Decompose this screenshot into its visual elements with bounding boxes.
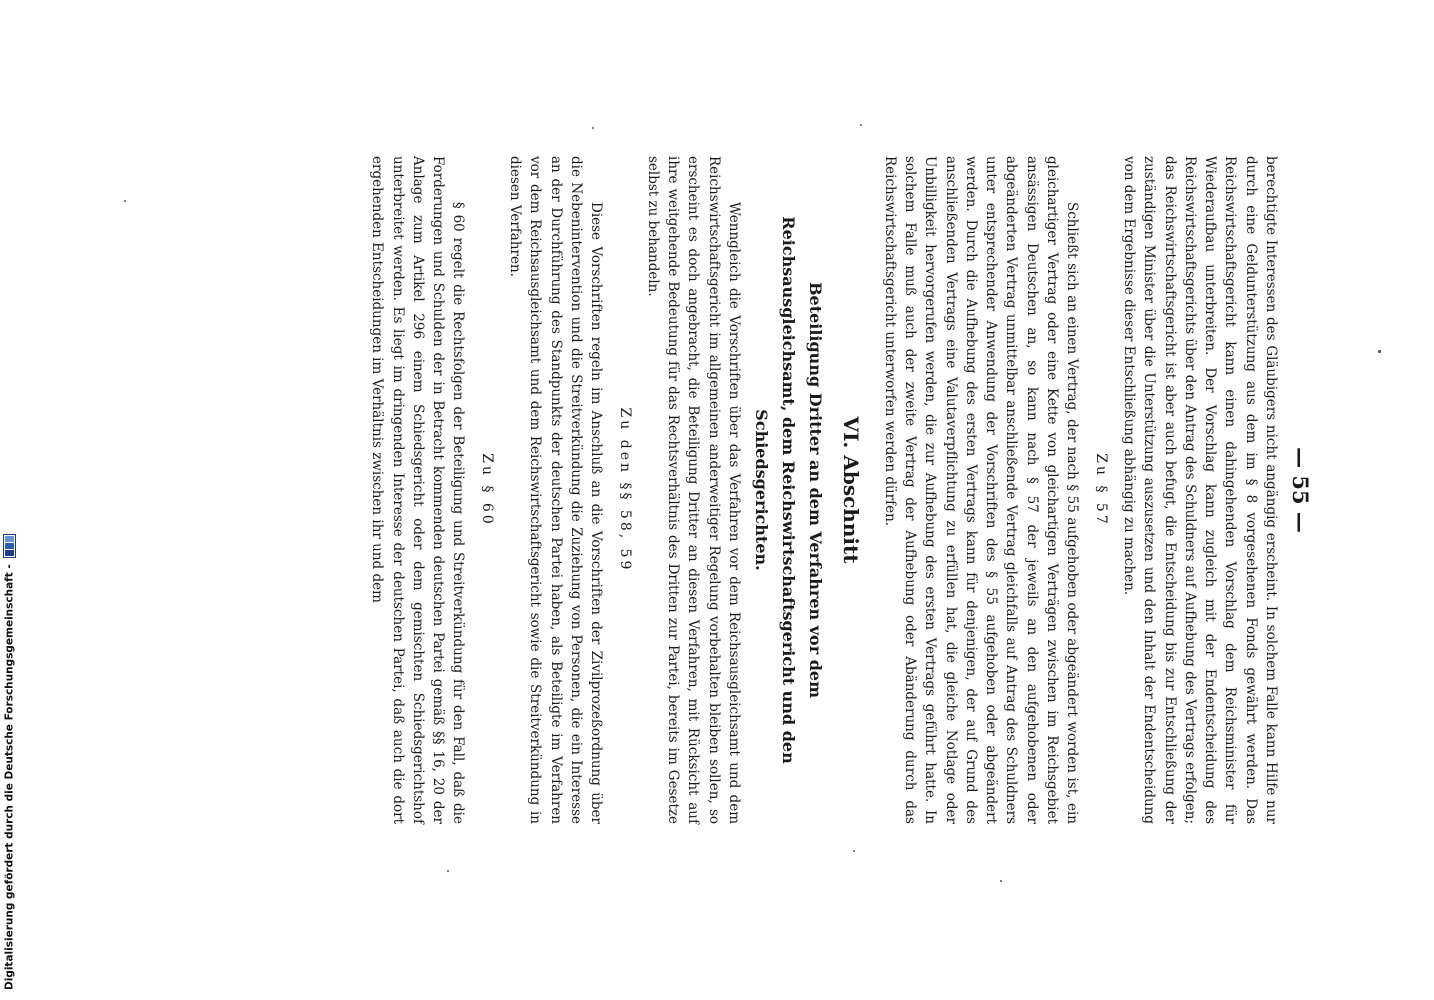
paragraph-2: Schließt sich an einen Vertrag, der nach § 55 aufgehoben oder abgeändert worden ist, ein gleichartiger Vertrag oder eine Kette von gleichartigen Verträgen zwischen im Reichsgebiet ansässigen Deutschen an, so kann nach § 57 der jeweils an den aufgehobenen oder abgeänderten Vertrag unmittelbar anschließende Vertrag gleichfalls auf Antrag des Schuldners unter entsprechender Anwendung der Vorschriften des § 55 aufgehoben oder abgeändert werden. Durch die Aufhebung des ersten Vertrags kann für denjenigen, der auf Grund des anschließenden Vertrags eine Valutaverpflichtung zu erfüllen hat, die gleiche Notlage oder Unbilligkeit hervorgerufen werden, die zur Aufhebung des ersten Vertrags geführt hatte. In solchem Falle muß auch der zweite Vertrag der Aufhebung oder Abänderung durch das Reichswirtschaftsgericht unterworfen werden dürfen. bbox=[881, 156, 1081, 824]
heading-zu-60: Zu § 60 bbox=[478, 453, 495, 527]
dfg-logo bbox=[3, 534, 16, 558]
heading-zu-57: Zu § 57 bbox=[1092, 453, 1109, 527]
rotated-book-page bbox=[195, 150, 1315, 830]
scan-speck bbox=[853, 850, 855, 852]
page-number: — 55 — bbox=[1288, 447, 1313, 533]
scan-speck bbox=[1000, 880, 1002, 882]
credit-text: Digitalisierung gefördert durch die Deutsche Forschungsgemeinschaft - bbox=[3, 564, 16, 990]
section-title: Beteiligung Dritter an dem Verfahren vor dem Reichsausgleichsamt, dem Reichswirtschaftsgericht und den Schiedsgerichten. bbox=[752, 216, 826, 764]
scan-speck bbox=[860, 124, 862, 126]
scan-speck bbox=[447, 870, 449, 872]
scan-speck bbox=[592, 127, 594, 129]
digitization-credit bbox=[3, 534, 16, 990]
paragraph-4: Diese Vorschriften regeln im Anschluß an die Vorschriften der Zivilprozeßordnung über die Nebenintervention und die Streitverkündung die Zuziehung von Personen, die ein Interesse an der Durchführung des Standpunkts der deutschen Partei haben, als Beteiligte im Verfahren vor dem Reichsausgleichsamt und dem Reichswirtschaftsgericht sowie die Streitverkündung in diesen Verfahren. bbox=[507, 156, 605, 824]
heading-zu-58-59: Zu den §§ 58, 59 bbox=[616, 407, 633, 573]
section-roman-heading: VI. Abschnitt bbox=[839, 416, 864, 564]
paragraph-5: § 60 regelt die Rechtsfolgen der Beteiligung und Streitverkündung für den Fall, daß die Forderungen und Schulden der in Betracht kommenden deutschen Partei gemäß §§ 16, 20 der Anlage zum Artikel 296 einem Schiedsgericht oder dem gemischten Schiedsgerichtshof unterbreitet werden. Es liegt im dringenden Interesse der deutschen Partei, daß auch die dort ergehenden Entscheidungen im Verhältnis zwischen ihr und dem bbox=[369, 156, 467, 824]
scan-speck bbox=[1378, 350, 1381, 353]
paragraph-3: Wenngleich die Vorschriften über das Verfahren vor dem Reichsausgleichsamt und dem Reichswirtschaftsgericht im allgemeinen anderweitiger Regelung vorbehalten bleiben sollen, so erscheint es doch angebracht, die Beteiligung Dritter an diesen Verfahren, mit Rücksicht auf ihre weitgehende Bedeutung für das Rechtsverhältnis des Dritten zur Partei, bereits im Gesetze selbst zu behandeln. bbox=[644, 156, 743, 824]
scan-speck bbox=[124, 200, 126, 202]
paragraph-1: berechtigte Interessen des Gläubigers nicht angängig erscheint. In solchem Falle kann Hilfe nur durch eine Geldunterstützung aus dem im § 8 vorgesehenen Fonds gewährt werden. Das Reichswirtschaftsgericht kann einen dahingehenden Vorschlag dem Reichsminister für Wiederaufbau unterbreiten. Der Vorschlag kann zugleich mit der Endentscheidung des Reichswirtschaftsgerichts über den Antrag des Schuldners auf Aufhebung des Vertrags erfolgen; das Reichswirtschaftsgericht ist aber auch befugt, die Entscheidung bis zur Entschließung der zuständigen Minister über die Unterstützung auszusetzen und den Inhalt der Endentscheidung von dem Ergebnisse dieser Entschließung abhängig zu machen. bbox=[1120, 156, 1279, 824]
text-column bbox=[181, 156, 1281, 824]
